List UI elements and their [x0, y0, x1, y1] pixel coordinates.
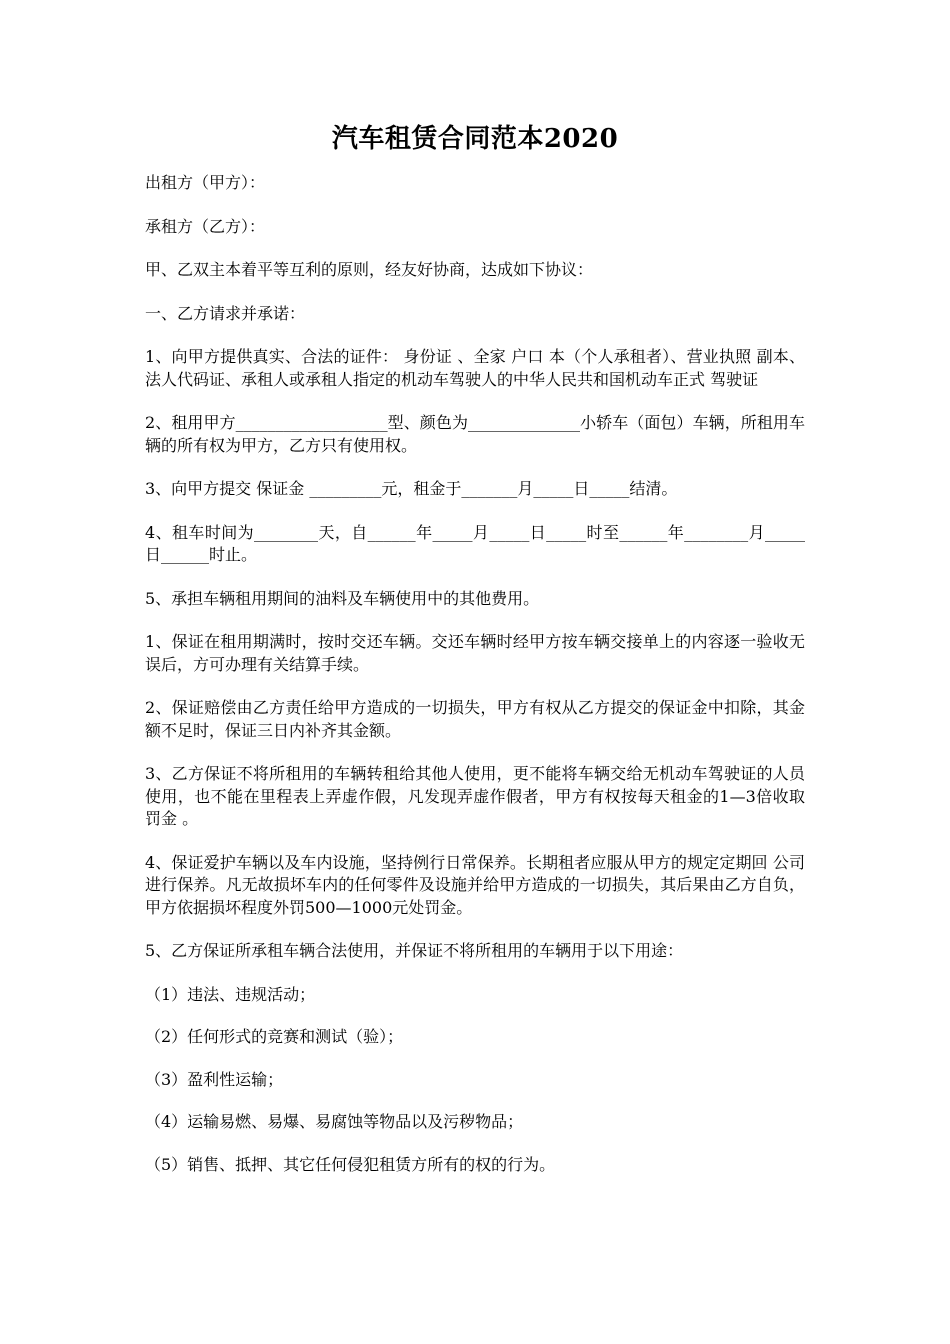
paragraph-clause: 1、保证在租用期满时，按时交还车辆。交还车辆时经甲方按车辆交接单上的内容逐一验收无误后，方可办理有关结算手续。 — [145, 632, 805, 674]
paragraph-list-item: （3）盈利性运输； — [145, 1069, 284, 1089]
paragraph-clause: 4、保证爱护车辆以及车内设施，坚持例行日常保养。长期租者应服从甲方的规定定期回 公司 进行保养。凡无故损坏车内的任何零件及设施并给甲方造成的一切损失，其后果由乙方自负，甲方依据损坏程度外罚500—1000元处罚金。 — [145, 852, 805, 917]
paragraph-clause: 5、承担车辆租用期间的油料及车辆使用中的其他费用。 — [145, 588, 540, 608]
paragraph-clause: 1、向甲方提供真实、合法的证件： 身份证 、全家 户口 本（个人承租者）、营业执照 副本、法人代码证、承租人或承租人指定的机动车驾驶人的中华人民共和国机动车正式 驾驶证 — [145, 347, 805, 389]
paragraph-preamble: 甲、乙双主本着平等互利的原则，经友好协商，达成如下协议： — [145, 260, 594, 279]
document-body — [145, 172, 805, 1196]
paragraph-list-item: （2）任何形式的竞赛和测试（验）； — [145, 1027, 404, 1046]
paragraph-list-item: （4）运输易燃、易爆、易腐蚀等物品以及污秽物品； — [145, 1112, 524, 1131]
paragraph-clause: 5、乙方保证所承租车辆合法使用，并保证不将所租用的车辆用于以下用途： — [145, 941, 684, 960]
paragraph-lessor: 出租方（甲方）： — [145, 173, 266, 192]
paragraph-lessee: 承租方（乙方）： — [145, 216, 266, 236]
paragraph-clause: 2、租用甲方___________________型、颜色为______________小轿车（面包）车辆，所租用车辆的所有权为甲方，乙方只有使用权。 — [145, 413, 805, 455]
paragraph-section-one-heading: 一、乙方请求并承诺： — [145, 303, 306, 323]
document-title: 汽车租赁合同范本2020 — [331, 124, 619, 154]
paragraph-list-item: （1）违法、违规活动； — [145, 984, 316, 1004]
paragraph-clause: 3、乙方保证不将所租用的车辆转租给其他人使用，更不能将车辆交给无机动车驾驶证的人员使用，也不能在里程表上弄虚作假，凡发现弄虚作假者，甲方有权按每天租金的1—3倍收取 罚金 。 — [145, 764, 805, 828]
paragraph-clause: 2、保证赔偿由乙方责任给甲方造成的一切损失，甲方有权从乙方提交的保证金中扣除，其金额不足时，保证三日内补齐其金额。 — [145, 698, 805, 740]
paragraph-clause: 4、租车时间为________天，自______年_____月_____日_____时至______年________月_____日______时止。 — [145, 522, 805, 564]
paragraph-clause: 3、向甲方提交 保证金 _________元，租金于_______月_____日_____结清。 — [145, 479, 678, 498]
paragraph-list-item: （5）销售、抵押、其它任何侵犯租赁方所有的权的行为。 — [145, 1154, 556, 1174]
